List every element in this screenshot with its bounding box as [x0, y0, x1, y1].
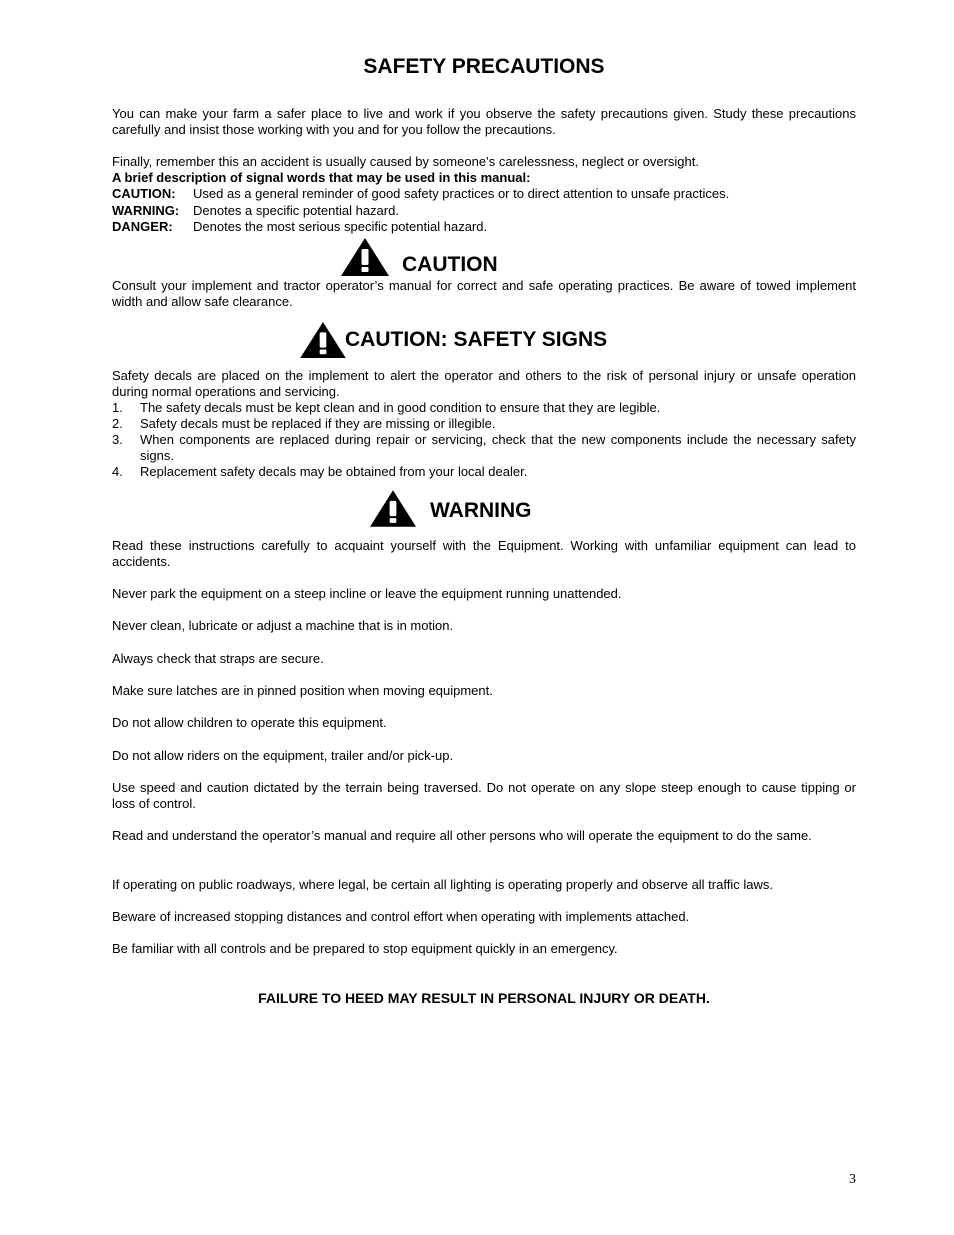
warning-paragraph: Do not allow children to operate this equipment.: [112, 715, 387, 730]
list-number: 2.: [112, 416, 123, 431]
list-text: Replacement safety decals may be obtained from your local dealer.: [140, 464, 528, 479]
page-number: 3: [849, 1172, 856, 1187]
footer-warning: FAILURE TO HEED MAY RESULT IN PERSONAL INJURY OR DEATH.: [258, 990, 710, 1006]
safety-signs-heading: CAUTION: SAFETY SIGNS: [345, 328, 608, 351]
signal-words-heading: A brief description of signal words that may be used in this manual:: [112, 170, 531, 185]
list-text: The safety decals must be kept clean and in good condition to ensure that they are legible.: [140, 400, 661, 415]
list-text: Safety decals must be replaced if they are missing or illegible.: [140, 416, 496, 431]
signal-word-warning: [112, 203, 856, 219]
signal-word-caution: [112, 186, 856, 202]
caution-heading: CAUTION: [402, 253, 498, 276]
signal-word-term: DANGER:: [112, 219, 173, 234]
list-item: [112, 432, 856, 464]
intro-paragraph: You can make your farm a safer place to live and work if you observe the safety precautions given. Study these precautions carefully and insist those working with you and for you follow the precautions.: [112, 106, 856, 137]
warning-triangle-icon: [300, 322, 346, 358]
list-number: 4.: [112, 464, 123, 479]
warning-paragraph: Read and understand the operator’s manual and require all other persons who will operate the equipment to do the same.: [112, 828, 812, 843]
warning-paragraph: Beware of increased stopping distances and control effort when operating with implements attached.: [112, 909, 690, 924]
warning-paragraph: If operating on public roadways, where legal, be certain all lighting is operating properly and observe all traffic laws.: [112, 877, 773, 892]
safety-signs-paragraph: Safety decals are placed on the implement to alert the operator and others to the risk of personal injury or unsafe operation during normal operations and servicing.: [112, 368, 856, 399]
reminder-paragraph: Finally, remember this an accident is usually caused by someone’s carelessness, neglect or oversight.: [112, 154, 699, 169]
list-number: 3.: [112, 432, 123, 447]
warning-triangle-icon: [370, 490, 416, 527]
list-number: 1.: [112, 400, 123, 415]
list-item: [112, 416, 856, 432]
warning-paragraph: Be familiar with all controls and be prepared to stop equipment quickly in an emergency.: [112, 941, 618, 956]
warning-paragraph: Do not allow riders on the equipment, trailer and/or pick-up.: [112, 748, 454, 763]
warning-paragraph: Make sure latches are in pinned position when moving equipment.: [112, 683, 493, 698]
signal-word-term: WARNING:: [112, 203, 180, 218]
warning-heading: WARNING: [430, 499, 532, 522]
caution-paragraph: Consult your implement and tractor operator’s manual for correct and safe operating practices. Be aware of towed implement width and allow safe clearance.: [112, 278, 856, 309]
signal-word-danger: [112, 219, 856, 235]
signal-word-desc: Denotes the most serious specific potential hazard.: [193, 219, 488, 234]
warning-paragraph: Never clean, lubricate or adjust a machine that is in motion.: [112, 618, 454, 633]
warning-paragraph: Read these instructions carefully to acquaint yourself with the Equipment. Working with unfamiliar equipment can lead to accidents.: [112, 538, 856, 569]
page-title: SAFETY PRECAUTIONS: [363, 55, 605, 78]
list-item: [112, 464, 856, 480]
signal-word-term: CAUTION:: [112, 186, 176, 201]
list-item: [112, 400, 856, 416]
list-text: When components are replaced during repair or servicing, check that the new components include the necessary safety signs.: [140, 432, 856, 463]
warning-triangle-icon: [341, 238, 389, 276]
warning-paragraph: Always check that straps are secure.: [112, 651, 324, 666]
signal-word-desc: Used as a general reminder of good safety practices or to direct attention to unsafe practices.: [193, 186, 730, 201]
warning-paragraph: Use speed and caution dictated by the terrain being traversed. Do not operate on any slope steep enough to cause tipping or loss of control.: [112, 780, 856, 811]
signal-word-desc: Denotes a specific potential hazard.: [193, 203, 399, 218]
warning-paragraph: Never park the equipment on a steep incline or leave the equipment running unattended.: [112, 586, 622, 601]
